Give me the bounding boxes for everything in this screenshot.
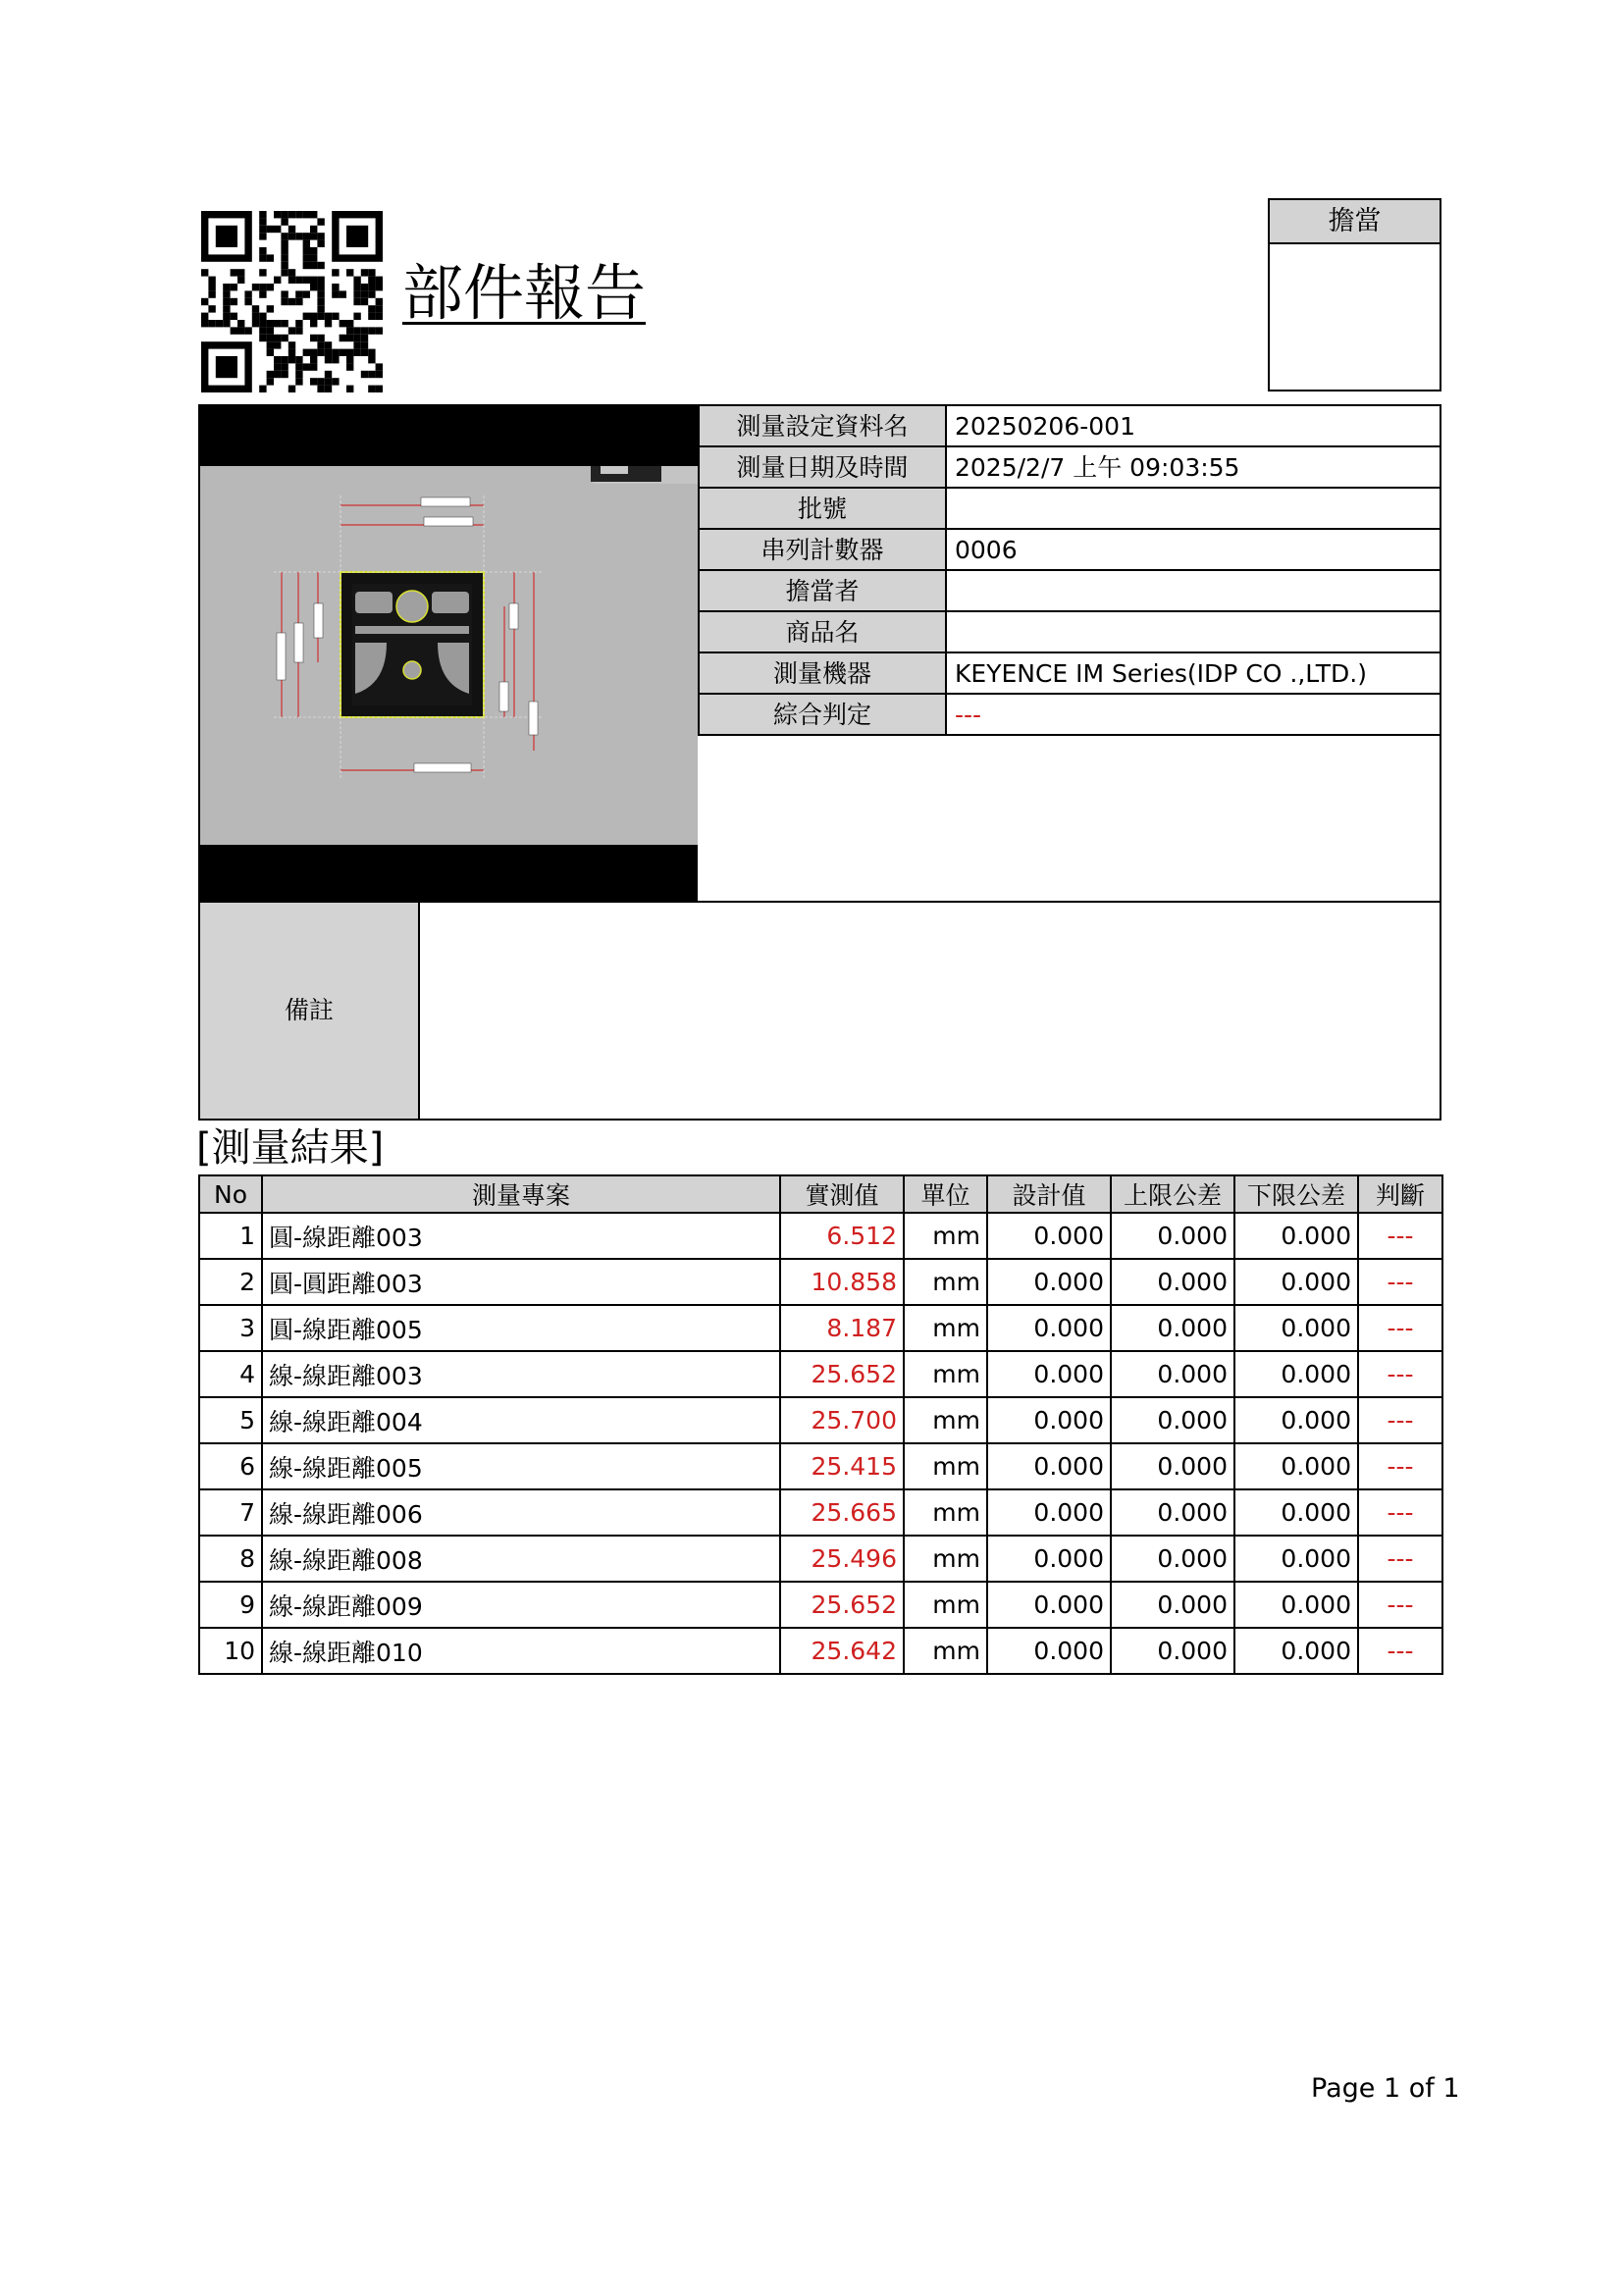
cell-no: 3 xyxy=(199,1305,262,1351)
qr-code xyxy=(201,211,383,392)
cell-measured: 25.496 xyxy=(780,1536,904,1582)
column-header: No xyxy=(199,1175,262,1213)
info-value xyxy=(947,612,1441,653)
info-row xyxy=(698,447,1441,489)
report-title: 部件報告 xyxy=(402,257,647,329)
info-row xyxy=(698,489,1441,530)
table-row xyxy=(199,1305,1442,1351)
remarks-label: 備註 xyxy=(200,903,420,1119)
cell-lower: 0.000 xyxy=(1234,1213,1358,1259)
cell-upper: 0.000 xyxy=(1111,1443,1234,1489)
cell-item: 線-線距離005 xyxy=(262,1443,780,1489)
remarks-block xyxy=(198,903,1441,1121)
cell-item: 線-線距離003 xyxy=(262,1351,780,1397)
info-label: 商品名 xyxy=(698,612,947,653)
cell-design: 0.000 xyxy=(987,1536,1111,1582)
cell-design: 0.000 xyxy=(987,1582,1111,1628)
measurement-image xyxy=(200,406,698,901)
cell-lower: 0.000 xyxy=(1234,1259,1358,1305)
cell-lower: 0.000 xyxy=(1234,1536,1358,1582)
cell-no: 5 xyxy=(199,1397,262,1443)
info-label: 測量日期及時間 xyxy=(698,447,947,489)
info-value: 2025/2/7 上午 09:03:55 xyxy=(947,447,1441,489)
table-row xyxy=(199,1213,1442,1259)
cell-lower: 0.000 xyxy=(1234,1351,1358,1397)
cell-lower: 0.000 xyxy=(1234,1628,1358,1674)
info-label: 批號 xyxy=(698,489,947,530)
cell-item: 圓-線距離005 xyxy=(262,1305,780,1351)
cell-unit: mm xyxy=(904,1443,987,1489)
cell-item: 線-線距離009 xyxy=(262,1582,780,1628)
info-value: KEYENCE IM Series(IDP CO .,LTD.) xyxy=(947,653,1441,695)
table-row xyxy=(199,1536,1442,1582)
cell-measured: 25.652 xyxy=(780,1351,904,1397)
cell-design: 0.000 xyxy=(987,1213,1111,1259)
table-row xyxy=(199,1397,1442,1443)
page-number: Page 1 of 1 xyxy=(1311,2073,1460,2104)
info-label: 測量機器 xyxy=(698,653,947,695)
cell-design: 0.000 xyxy=(987,1489,1111,1536)
cell-no: 10 xyxy=(199,1628,262,1674)
cell-no: 8 xyxy=(199,1536,262,1582)
cell-no: 1 xyxy=(199,1213,262,1259)
cell-lower: 0.000 xyxy=(1234,1489,1358,1536)
info-row xyxy=(698,406,1441,447)
cell-item: 線-線距離006 xyxy=(262,1489,780,1536)
cell-no: 2 xyxy=(199,1259,262,1305)
column-header: 實測值 xyxy=(780,1175,904,1213)
cell-no: 7 xyxy=(199,1489,262,1536)
cell-unit: mm xyxy=(904,1259,987,1305)
cell-design: 0.000 xyxy=(987,1259,1111,1305)
cell-measured: 10.858 xyxy=(780,1259,904,1305)
cell-design: 0.000 xyxy=(987,1351,1111,1397)
cell-upper: 0.000 xyxy=(1111,1213,1234,1259)
cell-item: 圓-圓距離003 xyxy=(262,1259,780,1305)
column-header: 測量專案 xyxy=(262,1175,780,1213)
cell-design: 0.000 xyxy=(987,1628,1111,1674)
cell-unit: mm xyxy=(904,1397,987,1443)
cell-lower: 0.000 xyxy=(1234,1397,1358,1443)
table-row xyxy=(199,1351,1442,1397)
cell-upper: 0.000 xyxy=(1111,1628,1234,1674)
cell-judge: --- xyxy=(1358,1536,1442,1582)
cell-judge: --- xyxy=(1358,1443,1442,1489)
cell-item: 線-線距離008 xyxy=(262,1536,780,1582)
cell-unit: mm xyxy=(904,1628,987,1674)
cell-design: 0.000 xyxy=(987,1397,1111,1443)
cell-item: 圓-線距離003 xyxy=(262,1213,780,1259)
cell-lower: 0.000 xyxy=(1234,1443,1358,1489)
cell-judge: --- xyxy=(1358,1582,1442,1628)
table-row xyxy=(199,1489,1442,1536)
info-label: 擔當者 xyxy=(698,571,947,612)
info-row xyxy=(698,612,1441,653)
column-header: 上限公差 xyxy=(1111,1175,1234,1213)
cell-judge: --- xyxy=(1358,1489,1442,1536)
info-value: 0006 xyxy=(947,530,1441,571)
info-label: 測量設定資料名 xyxy=(698,406,947,447)
cell-upper: 0.000 xyxy=(1111,1397,1234,1443)
cell-unit: mm xyxy=(904,1489,987,1536)
cell-no: 6 xyxy=(199,1443,262,1489)
cell-upper: 0.000 xyxy=(1111,1305,1234,1351)
results-header-row xyxy=(199,1175,1442,1213)
column-header: 單位 xyxy=(904,1175,987,1213)
cell-judge: --- xyxy=(1358,1397,1442,1443)
cell-unit: mm xyxy=(904,1213,987,1259)
info-row xyxy=(698,571,1441,612)
stamp-box xyxy=(1268,198,1441,391)
cell-item: 線-線距離010 xyxy=(262,1628,780,1674)
table-row xyxy=(199,1628,1442,1674)
cell-judge: --- xyxy=(1358,1628,1442,1674)
cell-no: 4 xyxy=(199,1351,262,1397)
cell-measured: 25.652 xyxy=(780,1582,904,1628)
table-row xyxy=(199,1443,1442,1489)
column-header: 下限公差 xyxy=(1234,1175,1358,1213)
info-label: 串列計數器 xyxy=(698,530,947,571)
cell-item: 線-線距離004 xyxy=(262,1397,780,1443)
cell-upper: 0.000 xyxy=(1111,1582,1234,1628)
results-heading: [測量結果] xyxy=(196,1125,385,1171)
cell-design: 0.000 xyxy=(987,1443,1111,1489)
column-header: 判斷 xyxy=(1358,1175,1442,1213)
table-row xyxy=(199,1582,1442,1628)
cell-upper: 0.000 xyxy=(1111,1536,1234,1582)
measurement-photo xyxy=(200,466,698,845)
cell-lower: 0.000 xyxy=(1234,1305,1358,1351)
info-value xyxy=(947,489,1441,530)
cell-no: 9 xyxy=(199,1582,262,1628)
cell-measured: 8.187 xyxy=(780,1305,904,1351)
cell-unit: mm xyxy=(904,1305,987,1351)
info-value xyxy=(947,571,1441,612)
info-row xyxy=(698,653,1441,695)
cell-upper: 0.000 xyxy=(1111,1259,1234,1305)
cell-lower: 0.000 xyxy=(1234,1582,1358,1628)
cell-design: 0.000 xyxy=(987,1305,1111,1351)
cell-measured: 6.512 xyxy=(780,1213,904,1259)
stamp-label: 擔當 xyxy=(1270,200,1440,244)
cell-measured: 25.415 xyxy=(780,1443,904,1489)
cell-judge: --- xyxy=(1358,1305,1442,1351)
info-block xyxy=(198,404,1441,903)
cell-judge: --- xyxy=(1358,1213,1442,1259)
cell-unit: mm xyxy=(904,1582,987,1628)
cell-unit: mm xyxy=(904,1351,987,1397)
info-label: 綜合判定 xyxy=(698,695,947,736)
cell-unit: mm xyxy=(904,1536,987,1582)
cell-judge: --- xyxy=(1358,1259,1442,1305)
info-row xyxy=(698,695,1441,736)
cell-measured: 25.665 xyxy=(780,1489,904,1536)
table-row xyxy=(199,1259,1442,1305)
results-table xyxy=(198,1174,1443,1675)
cell-measured: 25.700 xyxy=(780,1397,904,1443)
cell-judge: --- xyxy=(1358,1351,1442,1397)
cell-upper: 0.000 xyxy=(1111,1351,1234,1397)
info-value: 20250206-001 xyxy=(947,406,1441,447)
info-value: --- xyxy=(947,695,1441,736)
cell-upper: 0.000 xyxy=(1111,1489,1234,1536)
info-row xyxy=(698,530,1441,571)
cell-measured: 25.642 xyxy=(780,1628,904,1674)
column-header: 設計值 xyxy=(987,1175,1111,1213)
